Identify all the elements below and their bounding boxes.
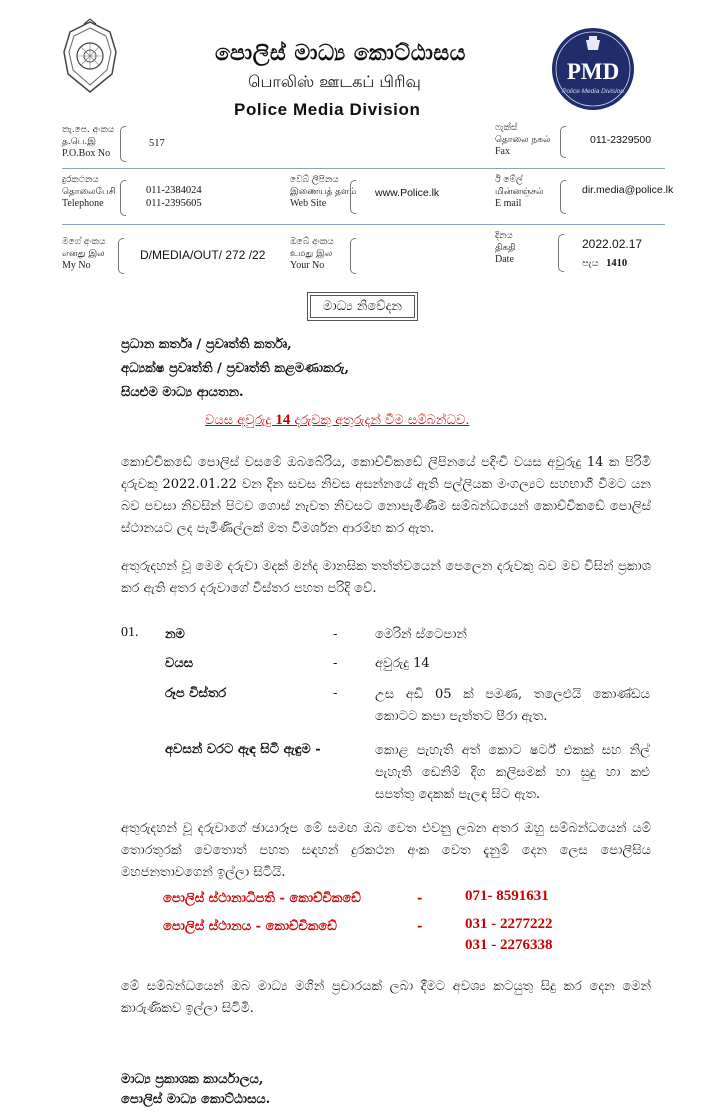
fax-label: ෆැක්ස් தொலை நகல் Fax [495,123,551,157]
time-row [582,257,627,270]
detail-sep-description: - [333,686,338,701]
email-brace [560,180,566,214]
fax-value: 011-2329500 [590,134,652,146]
paragraph-1: කොච්චිකඩේ පොලිස් වසමේ ඔබබේරිය, කොච්චිකඩේ ලිපිනයේ පදිංචි වයස අවුරුදු 14 ක පිරිමි දරුවකු 2022.01.22 වන දින සවස නිවස අසන්නයේ ඇති පල්ලියක මංගල්‍යට සහභාගී වීමට යන බව පවසා නිවසින් පිටව ගොස් නැවත නිවසට නොපැමිණීම සම්බන්ධයෙන් කොච්චිකඩේ පොලිස් ස්ථානයට ලද පැමිණිල්ලක් මත විමර්ශන ආරම්භ කර ඇත. [121,455,651,536]
pmd-logo-text: PMD [566,59,620,84]
website-brace [350,180,356,214]
title-sinhala: පොලිස් මාධ්‍ය කොට්ඨාසය [215,40,466,66]
detail-label-description: රූප විස්තර [165,686,227,701]
detail-label-age: වයස [165,656,194,671]
detail-value-description: උස අඩි 05 ක් පමණ, තලෙළුයි කොණ්ඩය කොටට කපා පැත්තට පීරා ඇත. [375,687,650,724]
signoff [121,1070,270,1110]
detail-value-name: මෙරින් ස්ටෙපාන් [375,627,467,642]
item-number: 01. [121,625,139,640]
signoff-line: මාධ්‍ය ප්‍රකාශක කාර්යාලය, [121,1072,264,1087]
email-value[interactable]: dir.media@police.lk [582,184,674,196]
date-brace [558,234,564,272]
contact-number-station-1: 031 - 2277222 [465,916,553,932]
divider-2 [62,224,665,225]
myno-value: D/MEDIA/OUT/ 272 /22 [140,248,266,262]
contact-sep-station: - [417,919,423,934]
recipient-line: ප්‍රධාන කර්තෘ / ප්‍රවෘත්ති කර්තෘ, [121,337,292,352]
pobox-label: තැ.පෙ. අංකය த.பெ.இ P.O.Box No [62,125,115,159]
detail-value-clothing: කොළ පැහැති අත් කොට ෂර්ට් එකක් සහ නිල් පැහැති ඩෙනිම් දිග කලිසමක් හා සුදු හා කළු සපත්තු දෙකක් පැලඳ සිට ඇත. [375,743,650,802]
detail-label-clothing: අවසන් වරට ඇඳ සිටි ඇඳුම - [165,742,321,757]
subject-line: වයස අවුරුදු 14 දරුවකු අතුරුදන් වීම සම්බන්ධව. [205,412,470,428]
date-value: 2022.02.17 [582,237,643,251]
yourno-label: ඔබේ අංකය உமது இல Your No [290,237,334,271]
contact-label-oic: පොලිස් ස්ථානාධිපති - කොච්චිකඩේ [163,891,361,906]
telephone-label: දුරකථනය தொலைபேசி Telephone [62,175,116,209]
website-label: වෙබ් ලිපිනය இணையத் தளம் Web Site [290,175,357,209]
title-english: Police Media Division [234,100,421,119]
detail-label-name: නම [165,627,185,642]
date-label: දිනය திகதி Date [495,231,516,265]
time-label: පැය [582,258,599,269]
detail-value-age: අවුරුදු 14 [375,656,430,671]
fax-brace [560,126,566,158]
recipients [121,333,349,405]
title-tamil: பொலிஸ் ஊடகப் பிரிவு [248,72,421,91]
contact-number-station-2: 031 - 2276338 [465,937,553,953]
paragraph-4: මේ සම්බන්ධයෙන් ඔබ මාධ්‍ය මගින් ප්‍රචාරයක් ලබා දීමට අවශ්‍ය කටයුතු සිදු කර දෙන මෙන් කාරුණිකව ඉල්ලා සිටිමි. [121,979,651,1016]
contact-number-oic: 071- 8591631 [465,888,549,904]
pobox-brace [120,126,126,162]
telephone-brace [120,180,126,216]
recipient-line: සියළුම මාධ්‍ය ආයතන. [121,385,244,400]
divider-1 [62,168,665,169]
signoff-line: පොලිස් මාධ්‍ය කොට්ඨාසය. [121,1092,271,1107]
detail-sep-age: - [333,656,338,671]
media-release-box: මාධ්‍ය නිවේදන [310,295,415,318]
pobox-value: 517 [149,138,165,149]
time-value: 1410 [606,258,628,269]
police-crest-logo [60,18,120,96]
pmd-logo [550,26,636,112]
paragraph-2: අතුරුදහන් වූ මෙම දරුවා මදක් මන්ද මානසික තත්ත්වයෙන් පෙලෙන දරුවකු බව මව විසින් ප්‍රකාශ කර ඇති අතර දරුවාගේ විස්තර පහත පරිදි වේ. [121,559,651,596]
contact-label-station: පොලිස් ස්ථානය - කොච්චිකඩේ [163,919,337,934]
contact-sep-oic: - [417,891,423,906]
telephone-values: 011-2384024 011-2395605 [146,185,202,209]
yourno-brace [350,238,356,274]
email-label: ඊ මේල් மின்னஞ்சல் E mail [495,175,544,209]
detail-sep-name: - [333,627,338,642]
pmd-logo-subtext: Police Media Division [562,88,624,95]
recipient-line: අධ්‍යක්ෂ ප්‍රවෘත්ති / ප්‍රවෘත්ති කළමණාකරු, [121,361,350,376]
paragraph-3: අතුරුදහන් වූ දරුවාගේ ඡායාරූප මේ සමඟ ඔබ වෙත එවනු ලබන අතර ඔහු සම්බන්ධයෙන් යම් තොරතුරක් වෙතොත් පහත සඳහන් දුරකථන අංක වෙත දැනුම් දෙන ලෙස පොලීසිය මහජනතාවගෙන් ඉල්ලා සිටියි. [121,821,651,880]
myno-brace [118,238,124,274]
website-value[interactable]: www.Police.lk [375,187,440,199]
myno-label: මගේ අංකය எனது இல My No [62,237,106,271]
